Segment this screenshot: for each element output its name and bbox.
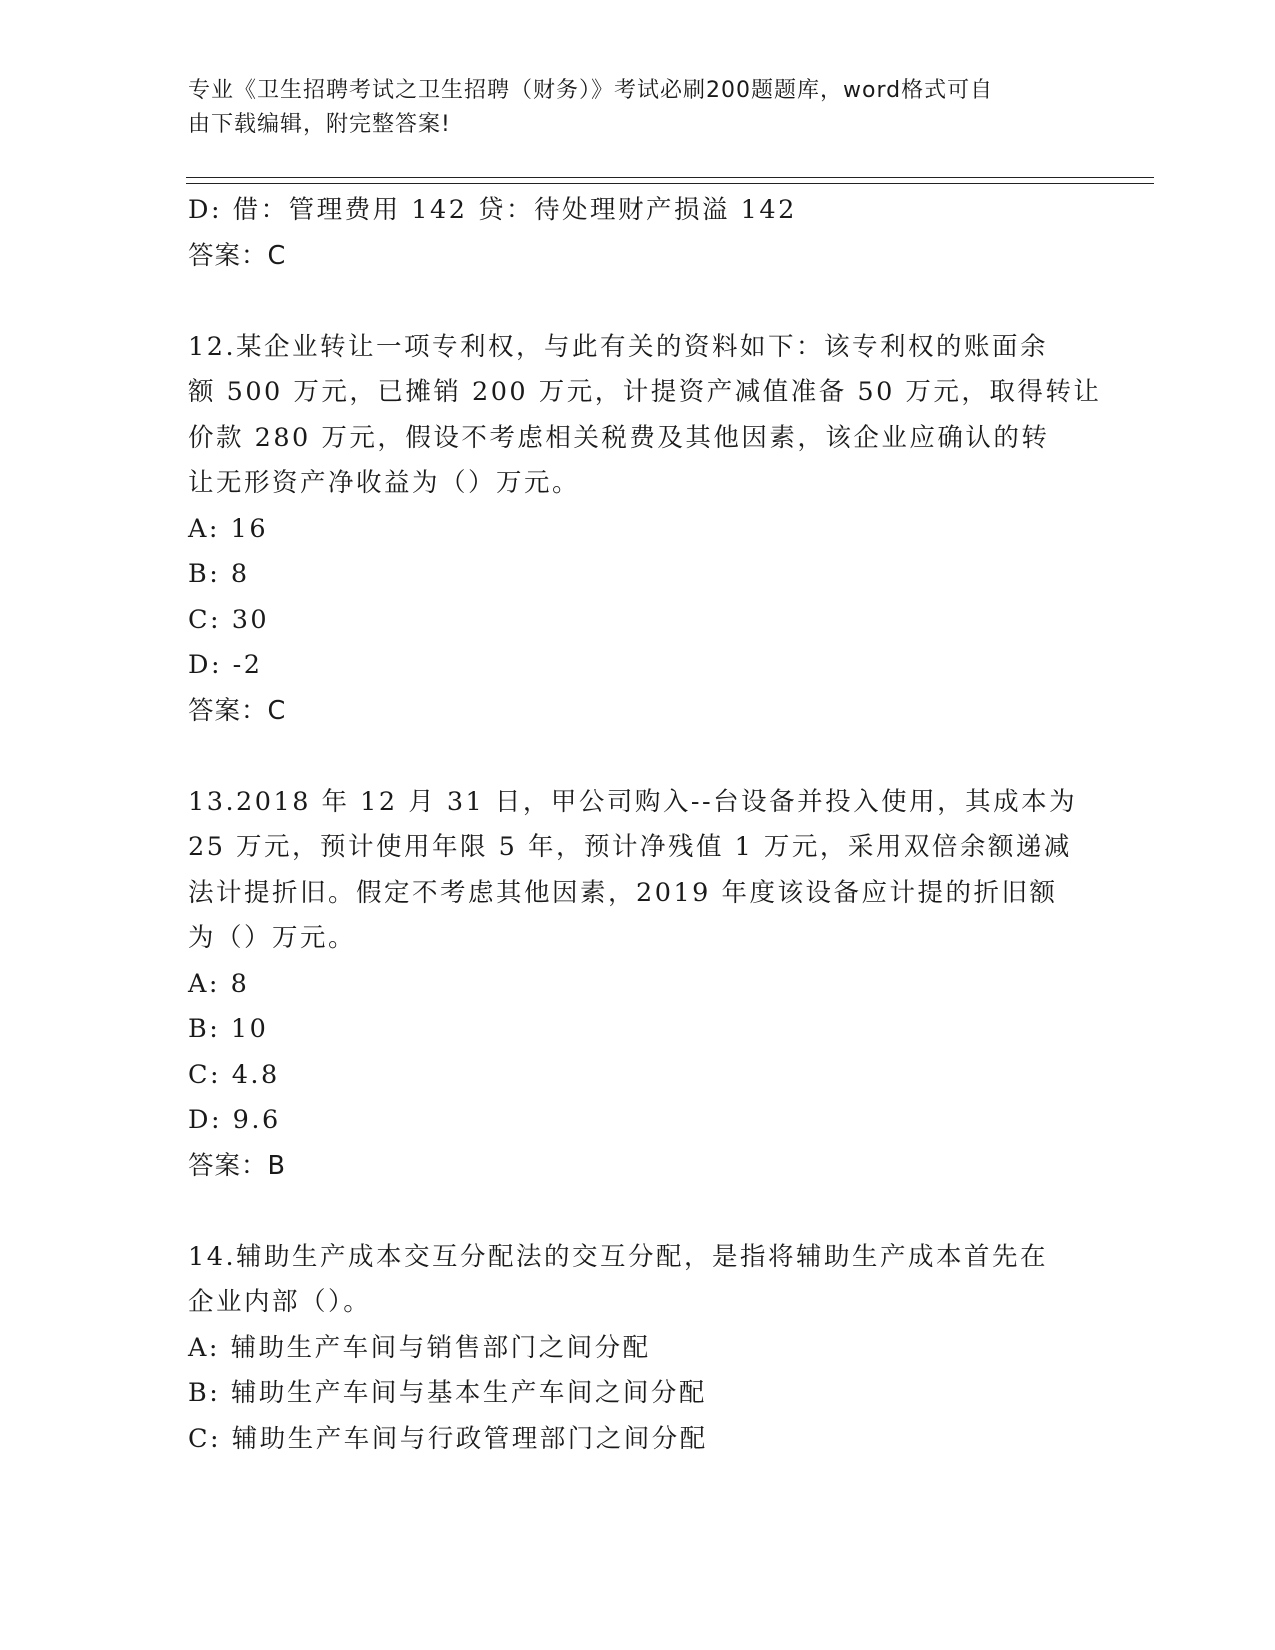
header-rule-top	[186, 177, 1154, 178]
option-c: C: 辅助生产车间与行政管理部门之间分配	[188, 1423, 708, 1454]
question-text-line: 12.某企业转让一项专利权，与此有关的资料如下：该专利权的账面余	[188, 331, 1049, 362]
option-a: A: 8	[188, 968, 250, 999]
question-13	[188, 780, 1088, 1190]
question-14	[188, 1235, 1088, 1463]
header-line-1: 专业《卫生招聘考试之卫生招聘（财务）》考试必刷200题题库，word格式可自	[188, 78, 994, 103]
option-b: B: 8	[188, 559, 250, 589]
option-c: C: 30	[188, 604, 270, 635]
answer: 答案：C	[188, 695, 287, 726]
prev-answer: 答案：C	[188, 240, 287, 271]
option-d: D: 9.6	[188, 1105, 281, 1135]
question-text-line: 25 万元，预计使用年限 5 年，预计净残值 1 万元，采用双倍余额递减	[188, 832, 1072, 862]
spacer	[188, 734, 1088, 780]
option-b: B: 辅助生产车间与基本生产车间之间分配	[188, 1378, 707, 1408]
page-header	[188, 74, 1068, 142]
question-text-line: 额 500 万元，已摊销 200 万元，计提资产减值准备 50 万元，取得转让	[188, 377, 1102, 407]
spacer	[188, 1189, 1088, 1235]
question-text-line: 让无形资产净收益为（）万元。	[188, 468, 581, 498]
option-a: A: 辅助生产车间与销售部门之间分配	[188, 1332, 651, 1363]
option-c: C: 4.8	[188, 1059, 280, 1090]
question-text-line: 为（）万元。	[188, 923, 357, 953]
question-text-line: 法计提折旧。假定不考虑其他因素，2019 年度该设备应计提的折旧额	[188, 877, 1058, 908]
question-text-line: 14.辅助生产成本交互分配法的交互分配，是指将辅助生产成本首先在	[188, 1241, 1049, 1272]
option-a: A: 16	[188, 513, 269, 544]
spacer	[188, 279, 1088, 325]
option-d: D: -2	[188, 650, 263, 680]
option-b: B: 10	[188, 1014, 269, 1044]
prev-option-d: D: 借：管理费用 142 贷：待处理财产损溢 142	[188, 195, 797, 225]
header-rule-bottom	[186, 183, 1154, 184]
question-text-line: 企业内部（）。	[188, 1287, 372, 1317]
document-body	[188, 188, 1102, 1462]
question-text-line: 13.2018 年 12 月 31 日，甲公司购入--台设备并投入使用，其成本为	[188, 786, 1078, 817]
answer: 答案：B	[188, 1150, 286, 1181]
question-text-line: 价款 280 万元，假设不考虑相关税费及其他因素，该企业应确认的转	[188, 422, 1050, 453]
question-12	[188, 325, 1102, 735]
header-line-2: 由下载编辑，附完整答案!	[188, 112, 451, 137]
